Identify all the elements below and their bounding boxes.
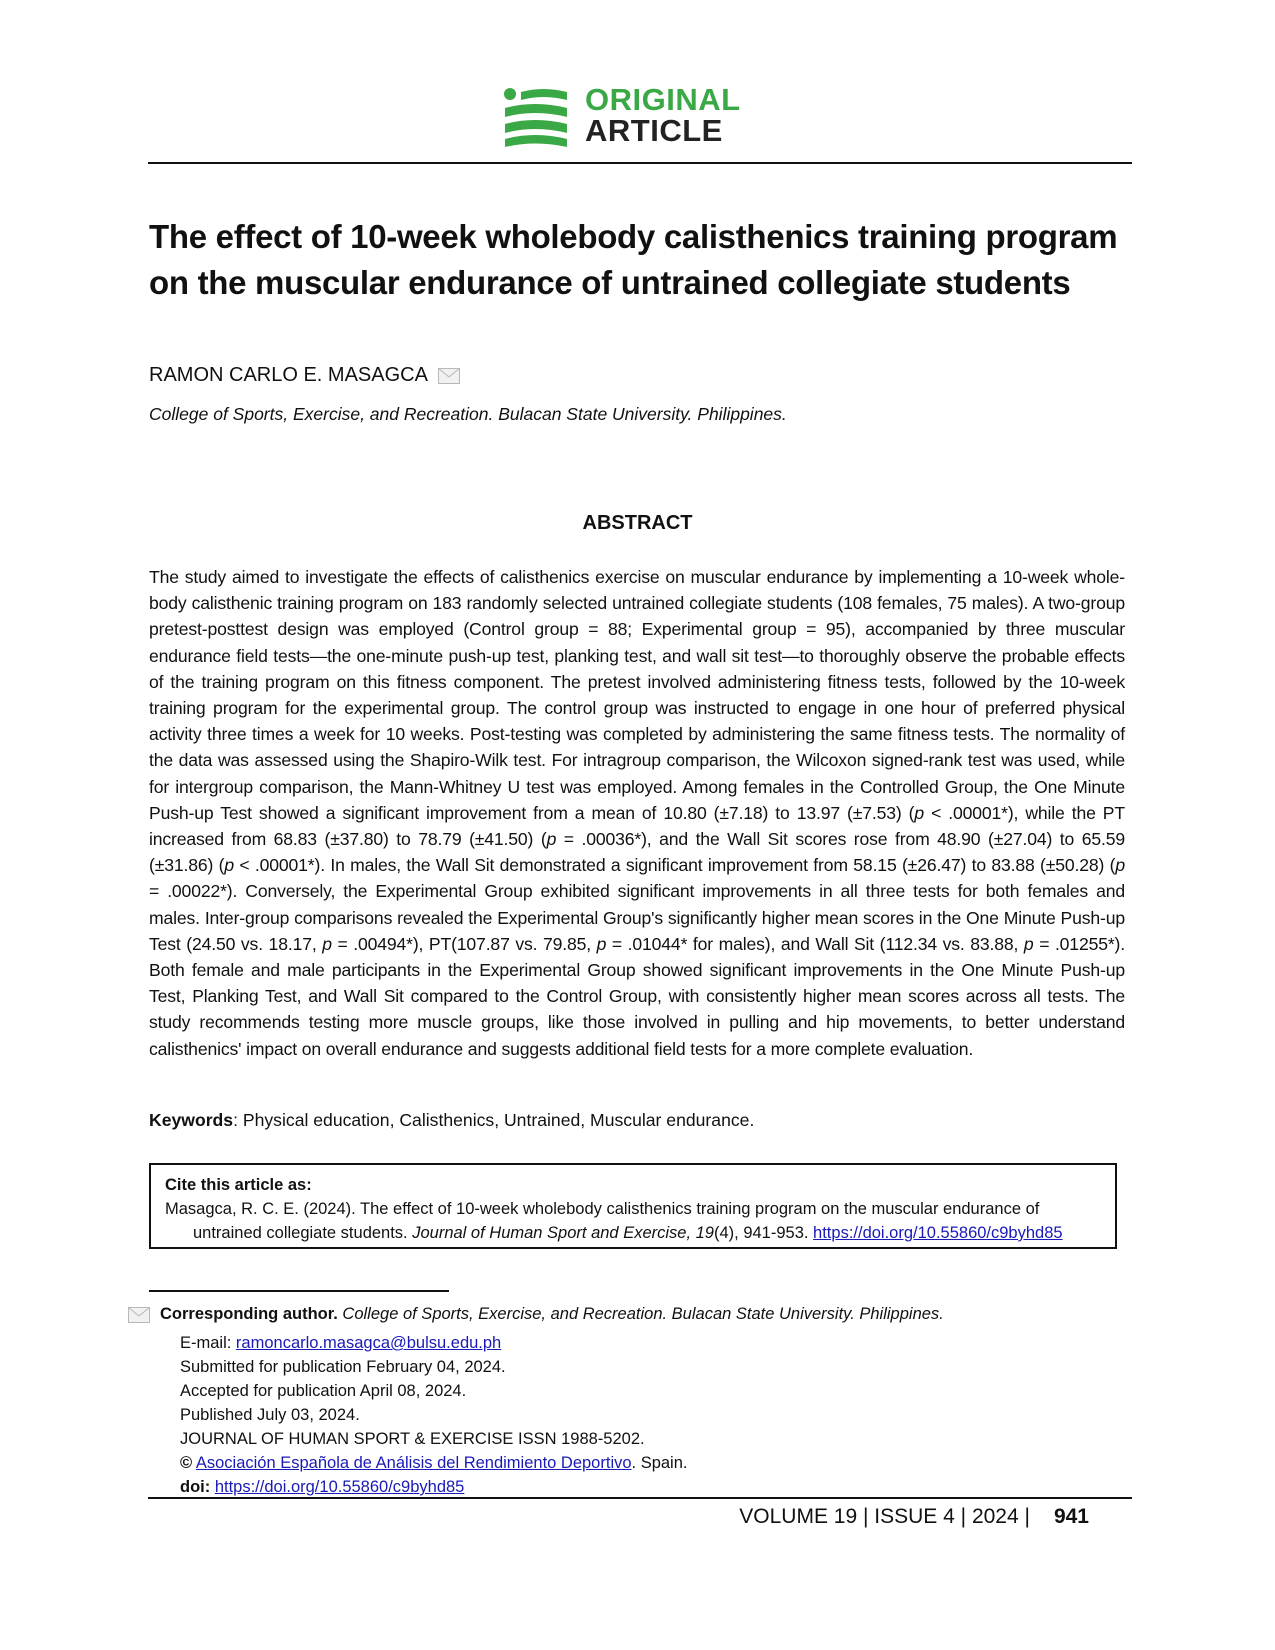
footnote-divider [149, 1290, 449, 1292]
footnote-doi-link[interactable]: https://doi.org/10.55860/c9byhd85 [214, 1478, 465, 1496]
keywords [149, 1110, 754, 1131]
keywords-list: : Physical education, Calisthenics, Untrained, Muscular endurance. [233, 1110, 755, 1130]
article-title: The effect of 10-week wholebody calisthenics training program on the muscular endurance of untrained collegiate students [149, 218, 1118, 301]
badge-line2: ARTICLE [585, 113, 723, 148]
corresponding-author [128, 1305, 944, 1324]
page-footer [739, 1505, 1089, 1529]
author-name: RAMON CARLO E. MASAGCA [149, 364, 428, 386]
header-divider [148, 162, 1132, 164]
submitted-line: Submitted for publication February 04, 2024. [180, 1358, 506, 1376]
copyright-org-link[interactable]: Asociación Española de Análisis del Rendimiento Deportivo [195, 1454, 632, 1472]
envelope-icon[interactable] [128, 1307, 150, 1323]
corresponding-affiliation: College of Sports, Exercise, and Recreation. Bulacan State University. Philippines. [337, 1305, 944, 1323]
citation-journal: Journal of Human Sport and Exercise, 19 [412, 1224, 714, 1242]
email-line: E-mail: ramoncarlo.masagca@bulsu.edu.ph [180, 1334, 502, 1352]
citation-doi-link[interactable]: https://doi.org/10.55860/c9byhd85 [813, 1224, 1063, 1242]
citation-text: Masagca, R. C. E. (2024). The effect of 10-week wholebody calisthenics training program on the muscular endurance of untrained collegiate students. Journal of Human Sport and Exercise, 19(4), 941-953. https://doi.org/10.55860/c9byhd85 [165, 1200, 1063, 1242]
stripes-logo-icon [503, 86, 569, 148]
abstract-body: The study aimed to investigate the effects of calisthenics exercise on muscular endurance by implementing a 10-week whole-body calisthenic training program on 183 randomly selected untrained collegiate students (108 females, 75 males). A two-group pretest-posttest design was employed (Control group = 88; Experimental group = 95), accompanied by three muscular endurance field tests—the one-minute push-up test, planking test, and wall sit test—to thoroughly observe the probable effects of the training program on this fitness component. The pretest involved administering fitness tests, followed by the 10-week training program for the experimental group. The control group was instructed to engage in one hour of preferred physical activity three times a week for 10 weeks. Post-testing was completed by administering the same fitness tests. The normality of the data was assessed using the Shapiro-Wilk test. For intragroup comparison, the Wilcoxon signed-rank test was used, while for intergroup comparison, the Mann-Whitney U test was employed. Among females in the Controlled Group, the One Minute Push-up Test showed a significant improvement from a mean of 10.80 (±7.18) to 13.97 (±7.53) (p < .00001*), while the PT increased from 68.83 (±37.80) to 78.79 (±41.50) (p = .00036*), and the Wall Sit scores rose from 48.90 (±27.04) to 65.59 (±31.86) (p < .00001*). In males, the Wall Sit demonstrated a significant improvement from 58.15 (±26.47) to 83.88 (±50.28) (p = .00022*). Conversely, the Experimental Group exhibited significant improvements in all three tests for both females and males. Inter-group comparisons revealed the Experimental Group's significantly higher mean scores in the One Minute Push-up Test (24.50 vs. 18.17, p = .00494*), PT(107.87 vs. 79.85, p = .01044* for males), and Wall Sit (112.34 vs. 83.88, p = .01255*). Both female and male participants in the Experimental Group showed significant improvements in the One Minute Push-up Test, Planking Test, and Wall Sit compared to the Control Group, with consistently higher mean scores across all tests. The study recommends testing more muscle groups, like those involved in pulling and hip movements, to better understand calisthenics' impact on overall endurance and suggests additional field tests for a more complete evaluation. [149, 567, 1125, 1059]
journal-issn-line: JOURNAL OF HUMAN SPORT & EXERCISE ISSN 1988-5202. [180, 1430, 645, 1448]
page-number: 941 [1053, 1505, 1089, 1528]
original-article-badge [503, 84, 793, 150]
keywords-label: Keywords [149, 1110, 234, 1130]
published-line: Published July 03, 2024. [180, 1406, 360, 1424]
corresponding-label: Corresponding author. [160, 1305, 338, 1323]
footer-divider [148, 1497, 1132, 1499]
author-line [149, 364, 460, 387]
citation-box [149, 1163, 1117, 1249]
footnote-details [180, 1331, 688, 1499]
citation-label: Cite this article as: [165, 1176, 312, 1194]
author-affiliation: College of Sports, Exercise, and Recreation. Bulacan State University. Philippines. [149, 404, 787, 424]
badge-line1: ORIGINAL [585, 82, 741, 117]
email-link[interactable]: ramoncarlo.masagca@bulsu.edu.ph [235, 1334, 502, 1352]
volume-info: VOLUME 19 | ISSUE 4 | 2024 | [739, 1505, 1030, 1528]
doi-line: doi: https://doi.org/10.55860/c9byhd85 [180, 1478, 465, 1496]
accepted-line: Accepted for publication April 08, 2024. [180, 1382, 467, 1400]
envelope-icon[interactable] [438, 368, 460, 384]
copyright-line: © Asociación Española de Análisis del Rendimiento Deportivo. Spain. [180, 1454, 688, 1472]
abstract-heading: ABSTRACT [582, 512, 693, 534]
